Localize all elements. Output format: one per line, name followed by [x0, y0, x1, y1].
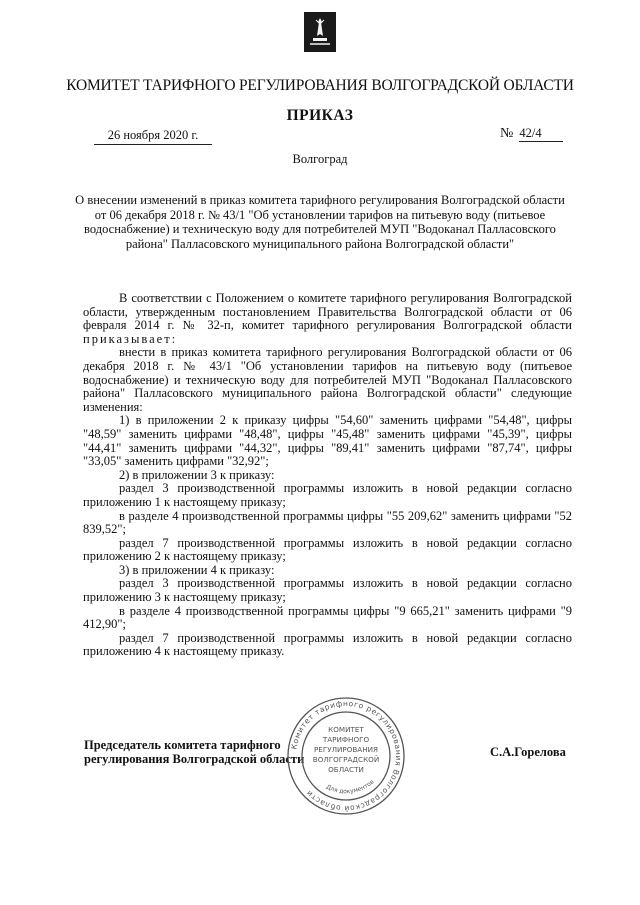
body-paragraph: раздел 7 производственной программы изложить в новой редакции согласно приложению 2 к настоящему приказу;: [83, 535, 572, 564]
signatory-name: С.А.Горелова: [490, 745, 566, 759]
body-paragraph: внести в приказ комитета тарифного регулирования Волгоградской области от 06 декабря 2018 г. № 43/1 "Об установлении тарифов на питьевую воду (питьевое водоснабжение) и техническую воду для потребителей МУП "Водоканал Палласовского района" Палласовского муниципального района Волгоградской области" следующие изменения:: [83, 345, 572, 414]
order-number: 42/4: [519, 126, 563, 142]
official-seal-stamp: [284, 694, 408, 818]
volgograd-emblem-icon: [304, 12, 336, 52]
svg-text:РЕГУЛИРОВАНИЯ: РЕГУЛИРОВАНИЯ: [313, 745, 379, 754]
svg-text:Комитет тарифного регулировани: Комитет тарифного регулирования Волгоградской области: [289, 698, 404, 814]
svg-text:КОМИТЕТ: КОМИТЕТ: [328, 725, 364, 734]
body-paragraph: 3) в приложении 4 к приказу:: [119, 562, 275, 577]
city: Волгоград: [292, 152, 348, 166]
body-paragraph: 2) в приложении 3 к приказу:: [119, 467, 275, 482]
order-date: 26 ноября 2020 г.: [94, 128, 212, 145]
svg-text:ВОЛГОГРАДСКОЙ: ВОЛГОГРАДСКОЙ: [312, 755, 380, 764]
order-verb: приказывает:: [83, 331, 178, 346]
svg-text:ТАРИФНОГО: ТАРИФНОГО: [322, 735, 370, 744]
committee-name: КОМИТЕТ ТАРИФНОГО РЕГУЛИРОВАНИЯ ВОЛГОГРАДСКОЙ ОБЛАСТИ: [66, 77, 574, 94]
body-paragraph: в разделе 4 производственной программы цифры "9 665,21" заменить цифрами "9 412,90";: [83, 603, 572, 632]
signatory-position-line: регулирования Волгоградской области: [84, 752, 305, 766]
body-paragraph: 1) в приложении 2 к приказу цифры "54,60" заменить цифрами "54,48", цифры "48,59" заменить цифрами "48,48", цифры "45,48" заменить цифрами "45,39", цифры "44,41" заменить цифрами "44,32", цифры "89,41" заменить цифрами "87,74", цифры "33,05" заменить цифрами "32,92";: [83, 413, 572, 469]
order-body: [83, 292, 572, 659]
svg-text:ОБЛАСТИ: ОБЛАСТИ: [328, 765, 364, 774]
order-subject: О внесении изменений в приказ комитета тарифного регулирования Волгоградской области от 06 декабря 2018 г. № 43/1 "Об установлении тарифов на питьевую воду (питьевое водоснабжение) и техническую воду для потребителей МУП "Водоканал Палласовского района" Палласовского муниципального района Волгоградской области": [75, 193, 565, 251]
body-paragraph: раздел 7 производственной программы изложить в новой редакции согласно приложению 4 к настоящему приказу.: [83, 630, 572, 659]
signatory-position-line: Председатель комитета тарифного: [84, 738, 281, 752]
intro-text: В соответствии с Положением о комитете тарифного регулирования Волгоградской области, утвержденным постановлением Правительства Волгоградской области от 06 февраля 2014 г. № 32-п, комитет тарифного регулирования Волгоградской области: [83, 291, 572, 333]
order-number-block: [500, 126, 563, 142]
intro-paragraph: [83, 292, 572, 346]
document-type: ПРИКАЗ: [286, 107, 354, 124]
body-paragraph: в разделе 4 производственной программы цифры "55 209,62" заменить цифрами "52 839,52";: [83, 508, 572, 537]
body-paragraph: раздел 3 производственной программы изложить в новой редакции согласно приложению 3 к настоящему приказу;: [83, 576, 572, 605]
body-paragraph: раздел 3 производственной программы изложить в новой редакции согласно приложению 1 к настоящему приказу;: [83, 481, 572, 509]
svg-text:Для документов: Для документов: [324, 778, 376, 796]
number-sign: №: [500, 126, 514, 141]
signatory-position: [84, 738, 304, 766]
